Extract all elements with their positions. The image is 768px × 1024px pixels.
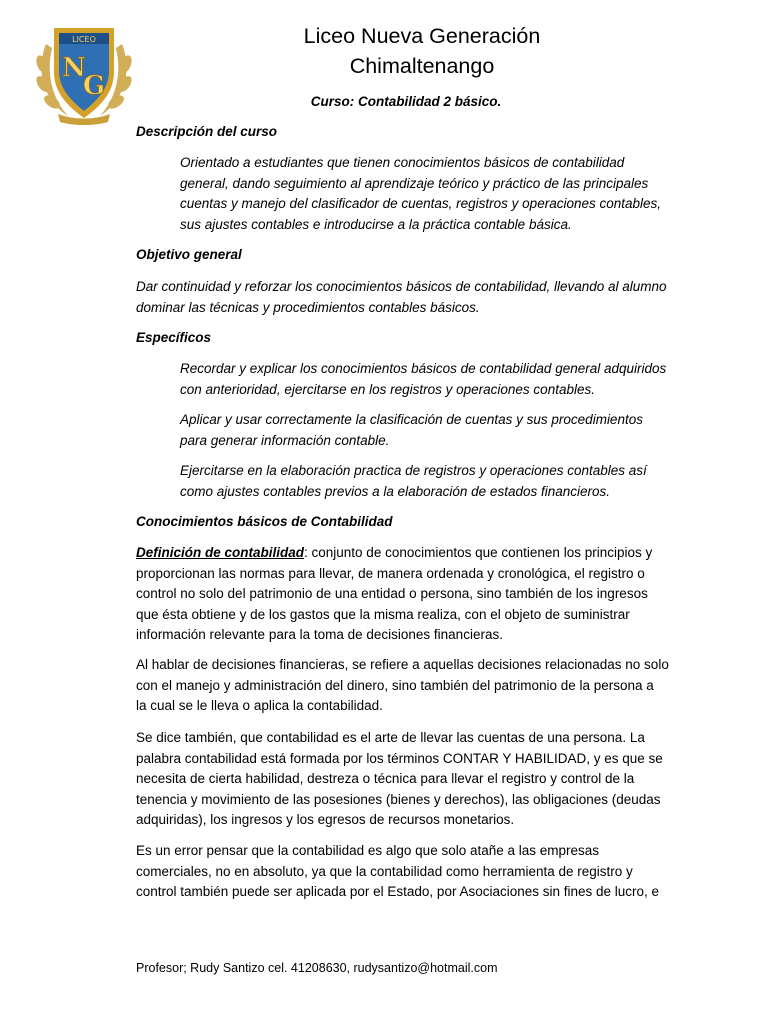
paragraph-decisiones xyxy=(136,655,669,717)
crest-icon xyxy=(28,14,140,126)
text-line: sus ajustes contables e introducirse a la práctica contable básica. xyxy=(180,216,572,232)
text-line: proporcionan las normas para llevar, de manera ordenada y cronológica, el registro o xyxy=(136,565,645,581)
svg-text:G: G xyxy=(82,71,106,101)
text-line: la cual se le lleva o aplica la contabilidad. xyxy=(136,698,383,714)
definition-term: Definición de contabilidad xyxy=(136,545,305,560)
especifico-item xyxy=(180,410,643,451)
text-line xyxy=(136,543,652,564)
heading-objetivo-general: Objetivo general xyxy=(136,247,242,262)
definicion-paragraph xyxy=(136,543,652,646)
text-line: Al hablar de decisiones financieras, se refiere a aquellas decisiones relacionadas no solo xyxy=(136,657,669,672)
text-line: palabra contabilidad está formada por los términos CONTAR Y HABILIDAD, y es que se xyxy=(136,750,663,766)
text-line: que ésta obtiene y de los gastos que la misma realiza, con el objeto de suministrar xyxy=(136,606,630,622)
text-line: general, dando seguimiento al aprendizaje teórico y práctico de las principales xyxy=(180,175,649,191)
text-line: Se dice también, que contabilidad es el arte de llevar las cuentas de una persona. La xyxy=(136,730,645,745)
school-logo xyxy=(28,14,140,126)
text-line: Ejercitarse en la elaboración practica de registros y operaciones contables así xyxy=(180,463,647,478)
objetivo-text xyxy=(136,277,667,318)
text-line: para generar información contable. xyxy=(180,432,390,448)
text-line: Dar continuidad y reforzar los conocimientos básicos de contabilidad, llevando al alumno xyxy=(136,279,667,294)
page-footer: Profesor; Rudy Santizo cel. 41208630, rudysantizo@hotmail.com xyxy=(136,961,498,975)
text-line: Orientado a estudiantes que tienen conocimientos básicos de contabilidad xyxy=(180,155,625,170)
text-line: Recordar y explicar los conocimientos básicos de contabilidad general adquiridos xyxy=(180,361,667,376)
school-city: Chimaltenango xyxy=(349,54,495,78)
heading-descripcion: Descripción del curso xyxy=(136,124,278,139)
school-name: Liceo Nueva Generación xyxy=(303,24,541,48)
svg-text:N: N xyxy=(62,53,86,83)
text-line: necesita de cierta habilidad, destreza o técnica para llevar el registro y control de la xyxy=(136,771,635,787)
heading-especificos: Específicos xyxy=(136,330,212,345)
definition-rest: : conjunto de conocimientos que contienen los principios y xyxy=(304,545,653,560)
especifico-item xyxy=(180,461,647,502)
text-line: tenencia y movimiento de las posesiones (bienes y derechos), las obligaciones (deudas xyxy=(136,791,661,807)
text-line: adquiridas), los ingresos y los egresos de recursos monetarios. xyxy=(136,812,515,828)
text-line: Aplicar y usar correctamente la clasificación de cuentas y sus procedimientos xyxy=(180,412,643,427)
text-line: como ajustes contables previos a la elaboración de estados financieros. xyxy=(180,483,611,499)
text-line: con anterioridad, ejercitarse en los registros y operaciones contables. xyxy=(180,381,595,397)
paragraph-error xyxy=(136,841,659,903)
text-line: cuentas y manejo del clasificador de cuentas, registros y operaciones contables, xyxy=(180,196,662,212)
text-line: comerciales, no en absoluto, ya que la contabilidad como herramienta de registro y xyxy=(136,863,633,879)
text-line: con el manejo y administración del dinero, sino también del patrimonio de la persona a xyxy=(136,677,654,693)
text-line: Es un error pensar que la contabilidad es algo que solo atañe a las empresas xyxy=(136,843,600,858)
svg-text:LICEO: LICEO xyxy=(72,35,96,44)
text-line: dominar las técnicas y procedimientos contables básicos. xyxy=(136,299,480,315)
text-line: control también puede ser aplicada por el Estado, por Asociaciones sin fines de lucro, e xyxy=(136,884,660,900)
paragraph-arte xyxy=(136,728,663,831)
heading-conocimientos: Conocimientos básicos de Contabilidad xyxy=(136,514,393,529)
course-title: Curso: Contabilidad 2 básico. xyxy=(310,94,502,109)
text-line: información relevante para la toma de decisiones financieras. xyxy=(136,627,503,643)
text-line: control no solo del patrimonio de una entidad o persona, sino también de los ingresos xyxy=(136,586,648,602)
descripcion-text xyxy=(180,153,661,235)
especifico-item xyxy=(180,359,666,400)
